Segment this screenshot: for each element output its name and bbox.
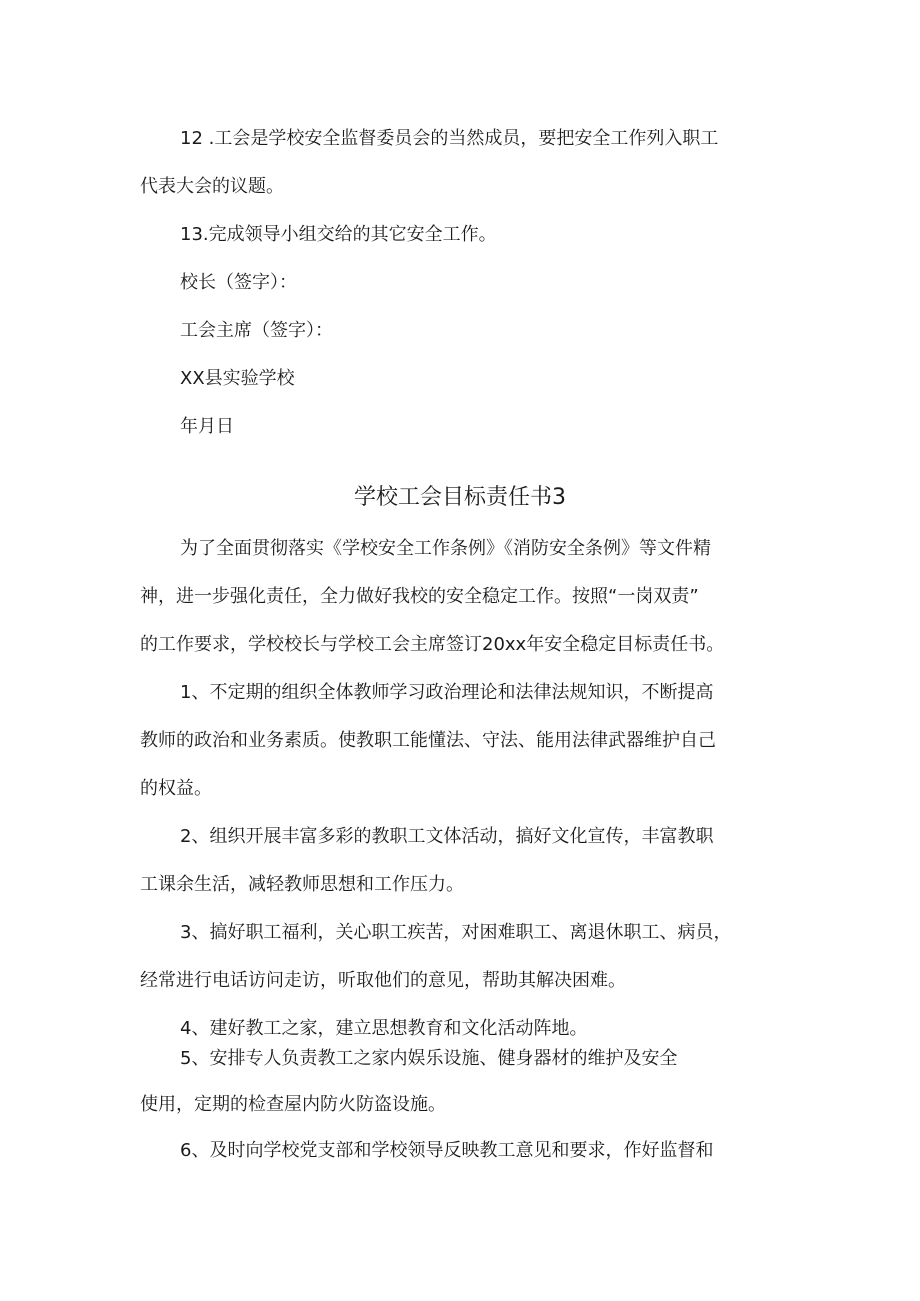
intro-line-1: 为了全面贯彻落实《学校安全工作条例》《消防安全条例》等文件精: [180, 538, 711, 559]
item-2-line-2: 工课余生活，减轻教师思想和工作压力。: [140, 874, 464, 895]
principal-signature-line: 校长（签字）：: [180, 272, 297, 293]
item-1-line-1: 1、不定期的组织全体教师学习政治理论和法律法规知识，不断提高: [180, 682, 714, 703]
document-title: 学校工会目标责任书3: [354, 485, 566, 510]
item-3-line-1: 3、搞好职工福利，关心职工疾苦，对困难职工、离退休职工、病员，: [180, 922, 732, 943]
item-4: 4、建好教工之家，建立思想教育和文化活动阵地。: [180, 1018, 588, 1039]
paragraph-13: 13.完成领导小组交给的其它安全工作。: [180, 224, 497, 245]
paragraph-12-line-1: 12 .工会是学校安全监督委员会的当然成员，要把安全工作列入职工: [180, 128, 719, 149]
intro-line-3: 的工作要求，学校校长与学校工会主席签订20xx年安全稳定目标责任书。: [140, 634, 725, 655]
item-2-line-1: 2、组织开展丰富多彩的教职工文体活动，搞好文化宣传，丰富教职: [180, 826, 714, 847]
item-6-line-1: 6、及时向学校党支部和学校领导反映教工意见和要求，作好监督和: [180, 1140, 714, 1161]
item-3-line-2: 经常进行电话访问走访，听取他们的意见，帮助其解决困难。: [140, 970, 626, 991]
item-1-line-2: 教师的政治和业务素质。使教职工能懂法、守法、能用法律武器维护自己: [140, 730, 716, 751]
paragraph-12-line-2: 代表大会的议题。: [140, 176, 284, 197]
school-name: XX县实验学校: [180, 368, 295, 389]
item-5-line-2: 使用，定期的检查屋内防火防盗设施。: [140, 1094, 446, 1115]
item-1-line-3: 的权益。: [140, 778, 212, 799]
intro-line-2: 神，进一步强化责任，全力做好我校的安全稳定工作。按照“一岗双责”: [140, 586, 699, 607]
item-5-line-1: 5、安排专人负责教工之家内娱乐设施、健身器材的维护及安全: [180, 1048, 678, 1069]
union-chair-signature-line: 工会主席（签字）：: [180, 320, 333, 341]
date-line: 年月日: [180, 416, 234, 437]
